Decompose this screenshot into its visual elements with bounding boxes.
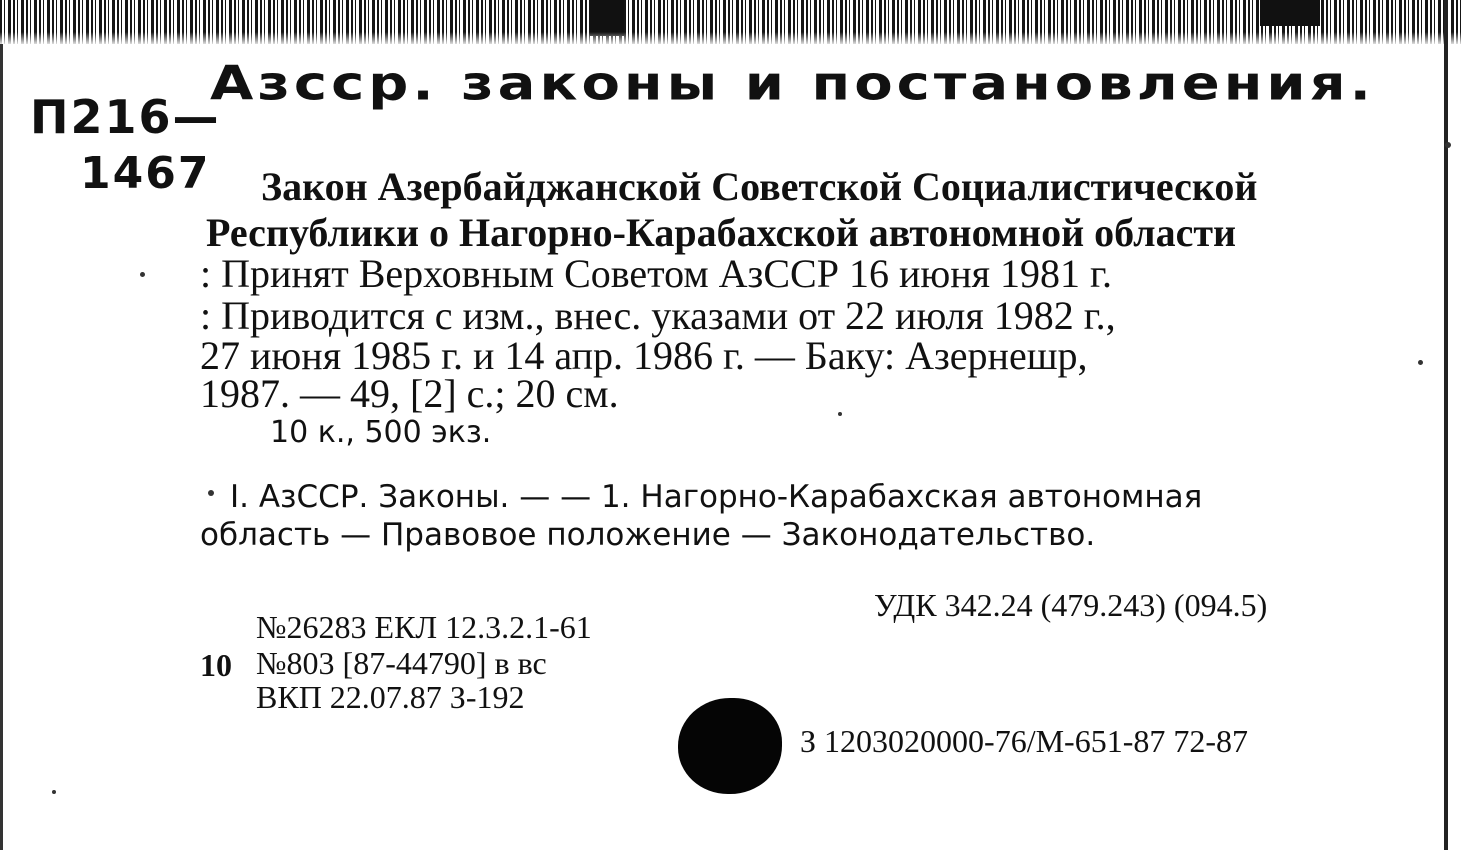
speck [140, 272, 145, 277]
speck [1418, 360, 1423, 365]
imprint-line: 1987. — 49, [2] с.; 20 см. [200, 371, 619, 416]
imprint-line: : Принят Верховным Советом АзССР 16 июня 1981 г. [200, 251, 1112, 296]
registration-line: ВКП 22.07.87 З-192 [256, 679, 525, 715]
entry-title [206, 164, 1381, 256]
index-code-line: З 1203020000-76/М-651-87 72-87 [800, 723, 1248, 759]
subject-headings-line: I. АзССР. Законы. — — 1. Нагорно-Карабахская автономная [230, 479, 1203, 515]
speck [1445, 142, 1451, 148]
price-run: 10 к., 500 экз. [270, 415, 492, 450]
udk-classification: УДК 342.24 (479.243) (094.5) [874, 587, 1268, 623]
speck [52, 790, 56, 794]
imprint-line: 27 июня 1985 г. и 14 апр. 1986 г. — Баку: Азернешр, [200, 333, 1088, 378]
handwritten-shelf-code: 1467 [80, 148, 211, 199]
card-right-edge [1444, 0, 1448, 850]
handwritten-heading: Азсср. законы и постановления. [210, 56, 1375, 112]
title-line: Закон Азербайджанской Советской Социалистической [261, 164, 1258, 209]
registration-line: №26283 ЕКЛ 12.3.2.1-61 [256, 609, 592, 645]
title-line: Республики о Нагорно-Карабахской автономной области [206, 210, 1237, 255]
registration-line: №803 [87-44790] в вс [256, 645, 547, 681]
top-border-strip [590, 0, 624, 36]
imprint-line: : Приводится с изм., внес. указами от 22 июля 1982 г., [200, 293, 1116, 338]
punch-hole-blot [678, 698, 782, 794]
speck [838, 412, 842, 416]
card-left-edge [0, 44, 3, 850]
registration-prefix: 10 [200, 647, 232, 683]
handwritten-shelf-code: П216— [30, 90, 221, 144]
subject-headings-line: область — Правовое положение — Законодательство. [200, 517, 1096, 553]
speck [208, 490, 214, 496]
top-border-fade [0, 32, 1462, 46]
top-border-strip [1260, 0, 1320, 26]
